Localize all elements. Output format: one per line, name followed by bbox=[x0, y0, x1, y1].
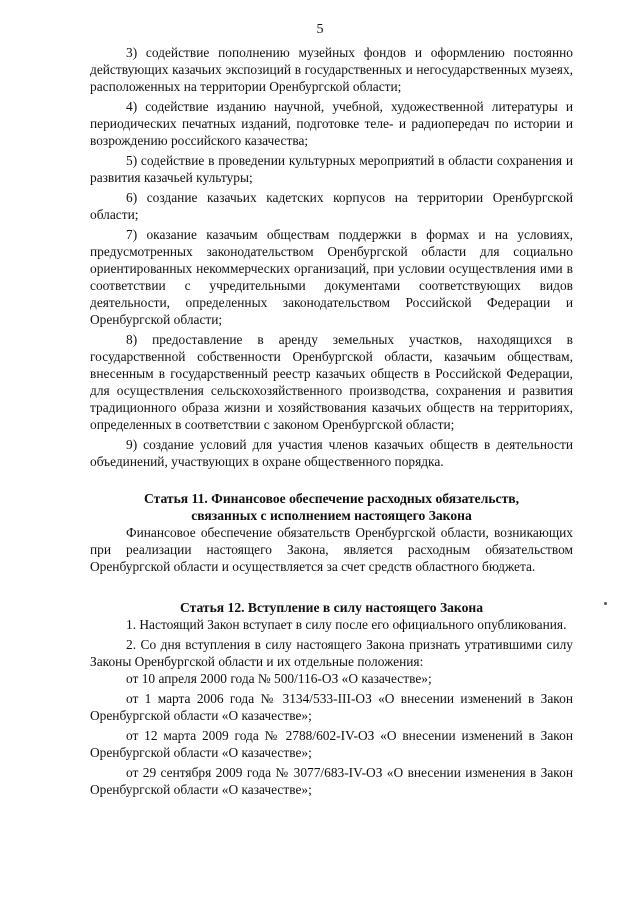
list-item: 9) создание условий для участия членов казачьих обществ в деятельности объединений, участвующих в охране общественного порядка. bbox=[90, 437, 573, 469]
article-11-title-line-2: связанных с исполнением настоящего Закона bbox=[191, 508, 472, 523]
repealed-law-item: от 29 сентября 2009 года № 3077/683-IV-ОЗ «О внесении изменения в Закон Оренбургской области «О казачестве»; bbox=[90, 765, 573, 797]
document-body bbox=[90, 44, 573, 798]
article-11-title bbox=[90, 490, 573, 524]
repealed-law-item: от 12 марта 2009 года № 2788/602-IV-ОЗ «О внесении изменений в Закон Оренбургской области «О казачестве»; bbox=[90, 728, 573, 760]
repealed-law-item: от 10 апреля 2000 года № 500/116-ОЗ «О казачестве»; bbox=[126, 671, 432, 686]
article-12-paragraph: 2. Со дня вступления в силу настоящего Закона признать утратившими силу Законы Оренбургской области и их отдельные положения: bbox=[90, 637, 573, 669]
page-number: 5 bbox=[316, 22, 324, 37]
list-item: 6) создание казачьих кадетских корпусов на территории Оренбургской области; bbox=[90, 190, 573, 222]
list-item: 8) предоставление в аренду земельных участков, находящихся в государственной собственности Оренбургской области, казачьим обществам, внесенным в государственный реестр казачьих обществ в Российской Федерации, для осуществления сельскохозяйственного производства, сохранения и развития традиционного образа жизни и хозяйствования казачьих обществ на территориях, определенных в соответствии с законом Оренбургской области; bbox=[90, 332, 573, 432]
article-11-text: Финансовое обеспечение обязательств Оренбургской области, возникающих при реализации настоящего Закона, является расходным обязательством Оренбургской области и осуществляется за счет средств областного бюджета. bbox=[90, 525, 573, 574]
list-item: 3) содействие пополнению музейных фондов и оформлению постоянно действующих казачьих экспозиций в государственных и негосударственных музеях, расположенных на территории Оренбургской области; bbox=[90, 45, 573, 94]
list-item: 5) содействие в проведении культурных мероприятий в области сохранения и развития казачьей культуры; bbox=[90, 153, 573, 185]
list-item: 7) оказание казачьим обществам поддержки в формах и на условиях, предусмотренных законодательством Оренбургской области для социально ориентированных некоммерческих организаций, при условии осуществления ими в соответствии с учредительными документами соответствующих видов деятельности, определенных законодательством Российской Федерации и Оренбургской области; bbox=[90, 227, 573, 327]
repealed-law-item: от 1 марта 2006 года № 3134/533-III-ОЗ «О внесении изменений в Закон Оренбургской области «О казачестве»; bbox=[90, 691, 573, 723]
scan-speck bbox=[604, 602, 607, 605]
article-12-paragraph: 1. Настоящий Закон вступает в силу после его официального опубликования. bbox=[126, 617, 567, 632]
article-12-title: Статья 12. Вступление в силу настоящего Закона bbox=[180, 600, 483, 615]
article-11-title-line-1: Статья 11. Финансовое обеспечение расходных обязательств, bbox=[143, 491, 519, 506]
list-item: 4) содействие изданию научной, учебной, художественной литературы и периодических печатных изданий, подготовке теле- и радиопередач по истории и возрождению российского казачества; bbox=[90, 99, 573, 148]
